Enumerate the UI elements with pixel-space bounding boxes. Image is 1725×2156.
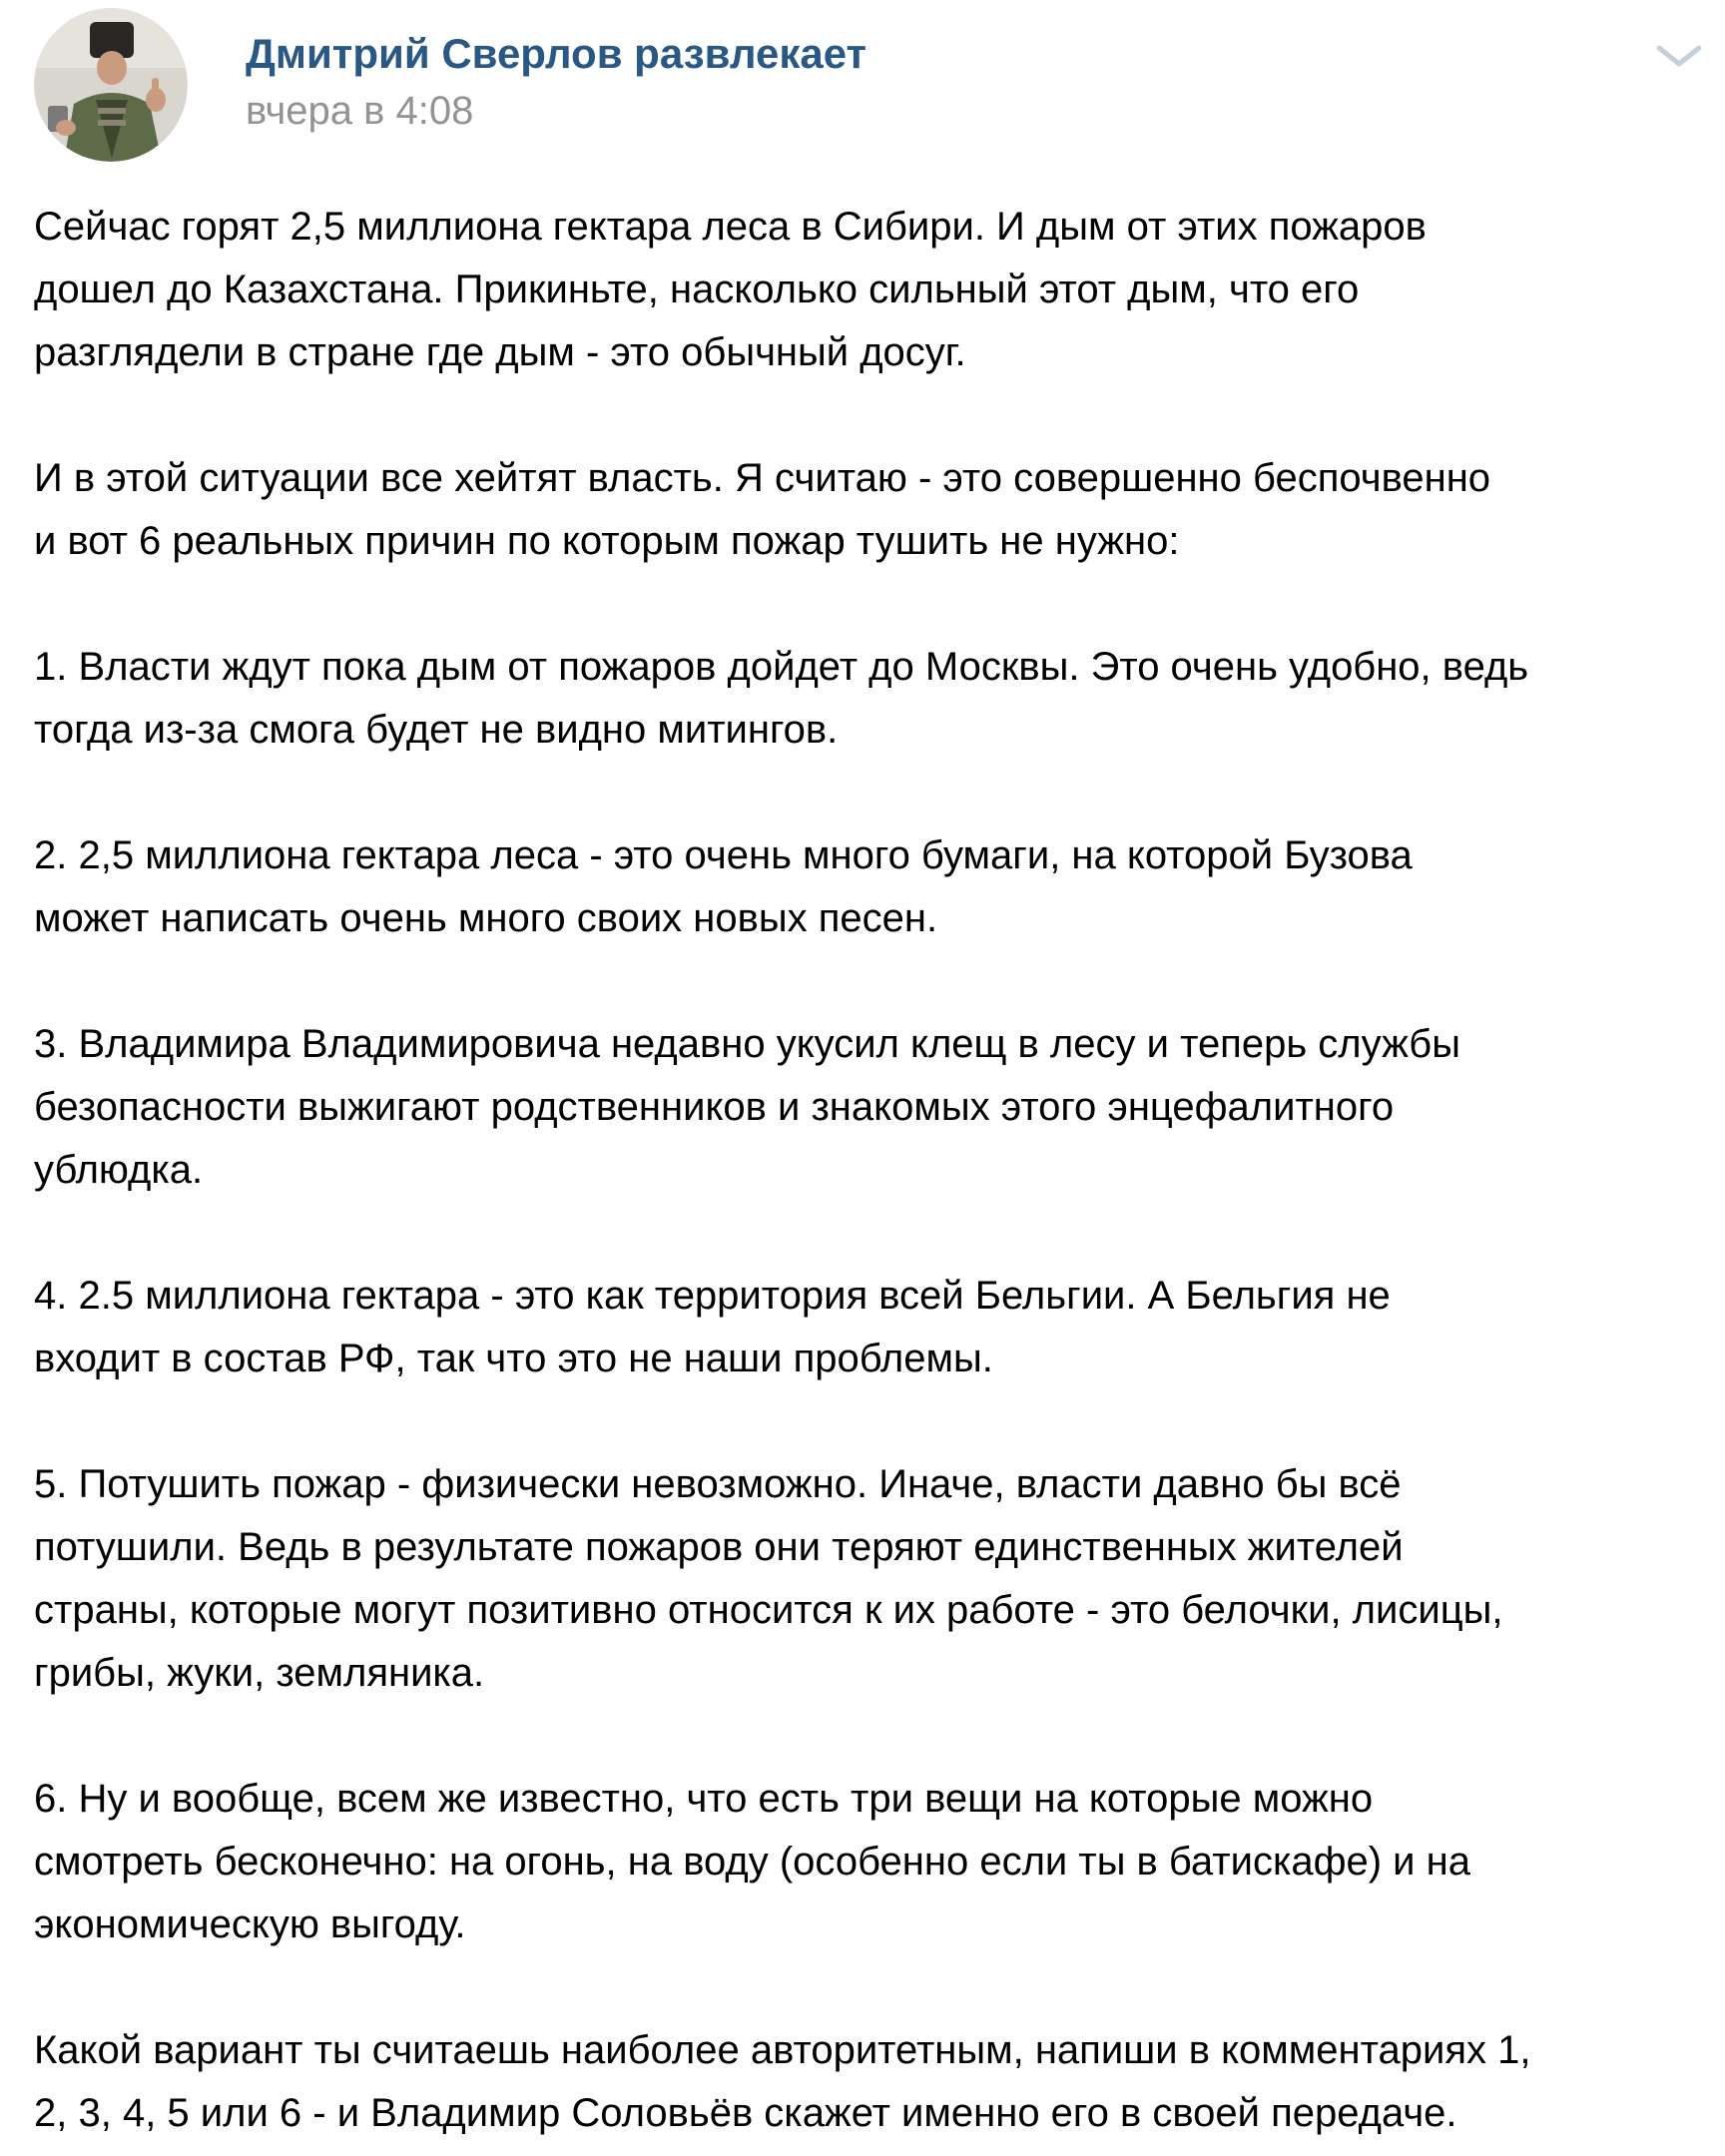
text-line: входит в состав РФ, так что это не наши проблемы. bbox=[34, 1337, 993, 1380]
post-paragraph bbox=[34, 824, 1711, 950]
post-paragraph bbox=[34, 1768, 1711, 1956]
post-paragraph bbox=[34, 1265, 1711, 1390]
author-name[interactable]: Дмитрий Сверлов развлекает bbox=[246, 30, 867, 77]
text-line: 4. 2.5 миллиона гектара - это как территория всей Бельгии. А Бельгия не bbox=[34, 1274, 1391, 1318]
post-paragraph bbox=[34, 1013, 1711, 1202]
post-header bbox=[0, 0, 1725, 175]
text-line: тогда из-за смога будет не видно митингов. bbox=[34, 708, 839, 752]
text-line: Сейчас горят 2,5 миллиона гектара леса в Сибири. И дым от этих пожаров bbox=[34, 205, 1427, 249]
text-line: и вот 6 реальных причин по которым пожар тушить не нужно: bbox=[34, 519, 1180, 563]
text-line: 2, 3, 4, 5 или 6 - и Владимир Соловьёв скажет именно его в своей передаче. bbox=[34, 2091, 1457, 2135]
text-line: И в этой ситуации все хейтят власть. Я считаю - это совершенно беспочвенно bbox=[34, 456, 1491, 500]
text-line: дошел до Казахстана. Прикиньте, насколько сильный этот дым, что его bbox=[34, 268, 1360, 311]
text-line: 6. Ну и вообще, всем же известно, что есть три вещи на которые можно bbox=[34, 1777, 1374, 1821]
text-line: страны, которые могут позитивно относится к их работе - это белочки, лисицы, bbox=[34, 1588, 1503, 1632]
text-line: 1. Власти ждут пока дым от пожаров дойдет до Москвы. Это очень удобно, ведь bbox=[34, 645, 1529, 689]
text-line: экономическую выгоду. bbox=[34, 1902, 466, 1946]
post-timestamp[interactable]: вчера в 4:08 bbox=[246, 89, 474, 133]
text-line: Какой вариант ты считаешь наиболее авторитетным, напиши в комментариях 1, bbox=[34, 2028, 1531, 2072]
post-text bbox=[34, 196, 1711, 2145]
text-line: 5. Потушить пожар - физически невозможно. Иначе, власти давно бы всё bbox=[34, 1462, 1402, 1506]
post-paragraph bbox=[34, 447, 1711, 573]
avatar[interactable] bbox=[34, 8, 188, 162]
post-paragraph bbox=[34, 636, 1711, 762]
post-paragraph bbox=[34, 196, 1711, 384]
text-line: 3. Владимира Владимировича недавно укусил клещ в лесу и теперь службы bbox=[34, 1022, 1460, 1066]
text-line: потушили. Ведь в результате пожаров они теряют единственных жителей bbox=[34, 1525, 1404, 1569]
post-paragraph bbox=[34, 1453, 1711, 1705]
text-line: ублюдка. bbox=[34, 1148, 204, 1192]
text-line: смотреть бесконечно: на огонь, на воду (особенно если ты в батискафе) и на bbox=[34, 1840, 1470, 1884]
chevron-down-icon[interactable] bbox=[1653, 36, 1705, 76]
text-line: безопасности выжигают родственников и знакомых этого энцефалитного bbox=[34, 1085, 1395, 1129]
text-line: может написать очень много своих новых песен. bbox=[34, 896, 938, 940]
post-paragraph bbox=[34, 2019, 1711, 2145]
text-line: грибы, жуки, земляника. bbox=[34, 1651, 485, 1695]
text-line: разглядели в стране где дым - это обычный досуг. bbox=[34, 330, 966, 374]
text-line: 2. 2,5 миллиона гектара леса - это очень много бумаги, на которой Бузова bbox=[34, 833, 1413, 877]
